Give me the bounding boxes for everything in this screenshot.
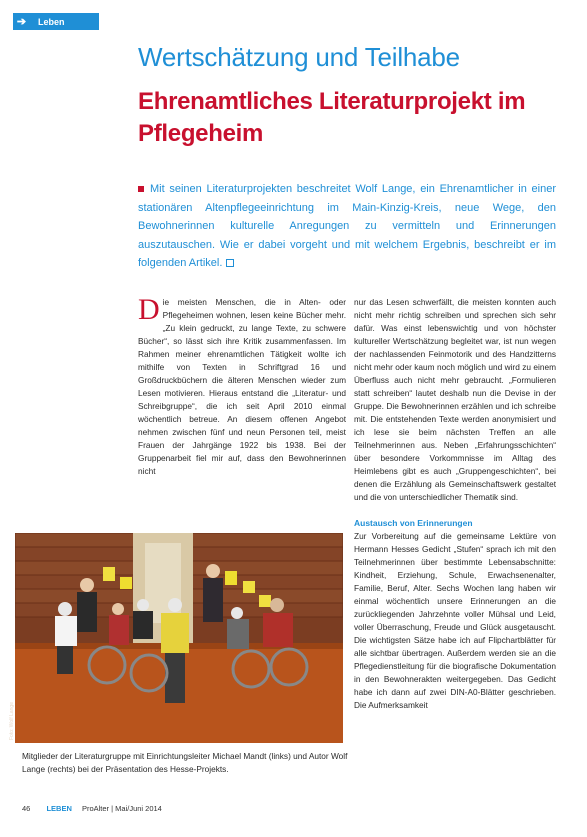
teaser-bullet [138, 186, 144, 192]
footer-magazine: ProAlter | Mai/Juni 2014 [81, 804, 162, 813]
subheading: Austausch von Erinnerungen [354, 518, 473, 528]
teaser [138, 180, 556, 273]
page-footer [22, 804, 162, 813]
headline: Ehrenamtliches Literaturprojekt im Pflegeheim [138, 88, 526, 147]
section-tag [13, 13, 99, 30]
teaser-text: Mit seinen Literaturprojekten beschreitet Wolf Lange, ein Ehrenamtlicher in einer stationären Altenpflegeeinrichtung im Main-Kinzig-Kreis, neue Wege, den Bewohnerinnen kulturelle Anregungen zu vermitteln und Erinnerungen auszutauschen. Wie er dabei vorgeht und mit welchem Ergebnis, beschreibt er im folgenden Artikel. [138, 183, 556, 269]
group-photo [15, 533, 343, 743]
body-text-left: ie meisten Menschen, die in Alten- oder Pflegeheimen wohnen, lesen keine Bücher mehr. „Zu klein gedruckt, zu lange Texte, zu schwere Bücher“, so lässt sich ihre Kritik zusammenfassen. Im Rahmen meiner ehrenamtlichen Tätigkeit wollte ich mithilfe von Texten in Schriftgrad 16 und Großdruckbüchern die älteren Menschen wieder zum Lesen motivieren. Hieraus entstand die „Literatur- und Schreibgruppe“, die ich seit April 2010 einmal wöchentlich betreue. An diesem offenen Angebot nehmen zwischen fünf und neun Personen teil, meist Frauen der Jahrgänge 1922 bis 1938. Bei der Gruppenarbeit fiel mir auf, dass den Bewohnerinnen nicht [138, 297, 346, 476]
photo-credit [9, 680, 25, 740]
body-column-left [138, 293, 346, 478]
body-text-right: nur das Lesen schwerfällt, die meisten konnten auch nicht mehr richtig schreiben und sprechen sich sehr dafür. Was einst lebenswichtig und von höchster kultureller Wertschätzung begleitet war, ist nun wegen der nachlassenden Feinmotorik und des Handzitterns nicht mehr oder kaum noch möglich und wird zu einem Überfluss auch nicht mehr gebraucht. „Formulieren statt schreiben“ lautet deshalb nun die Devise in der Gruppe. Die Bewohnerinnen erzählen und ich schreibe mit. Die entstehenden Texte werden anonymisiert und ich lese sie beim nächsten Treffen an alle Teilnehmerinnen aus. Neben „Erfahrungsschichten“ über besondere Vorkommnisse im Alltag des Heimlebens gibt es auch „Gruppengeschichten“, bei denen die Erzählung als Gemeinschaftswerk gestaltet und die von unterschiedlicher Thematik sind. [354, 297, 556, 502]
end-mark-icon [226, 259, 234, 267]
section-label: Leben [38, 16, 65, 27]
photo-caption: Mitglieder der Literaturgruppe mit Einrichtungsleiter Michael Mandt (links) und Autor Wolf Lange (rechts) bei der Präsentation des Hesse-Projekts. [22, 751, 348, 774]
drop-cap: D [138, 293, 160, 326]
arrow-right-icon: ➔ [16, 16, 27, 28]
photo-credit-text: Foto: Wolf Lange [9, 702, 15, 740]
page-number: 46 [22, 804, 31, 813]
body-column-right [354, 296, 556, 712]
body-text-right-2: Zur Vorbereitung auf die gemeinsame Lektüre von Hermann Hesses Gedicht „Stufen“ sprach ich mit den Teilnehmerinnen über bestimmte Lebensabschnitte: Kindheit, Erziehung, Schule, Erwachsenenalter, Familie, Beruf, Alter. Sechs Wochen lang haben wir einmal wöchentlich unsere Erinnerungen an die zurückliegenden Jahrzehnte voller Mühsal und Leid, voller Überraschung, Freude und Glück ausgetauscht. Die wichtigsten Sätze habe ich auf Flipchartblätter für alle sichtbar übertragen. Außerdem werden sie an die Pflegedienstleitung für die biografische Dokumentation in den Bewohnerakten weitergegeben. Das Gedicht habe ich dann auf zwei DIN-A0-Blätter geschrieben. Die Aufmerksamkeit [354, 531, 556, 710]
kicker: Wertschätzung und Teilhabe [138, 42, 460, 72]
footer-section: LEBEN [46, 804, 72, 813]
